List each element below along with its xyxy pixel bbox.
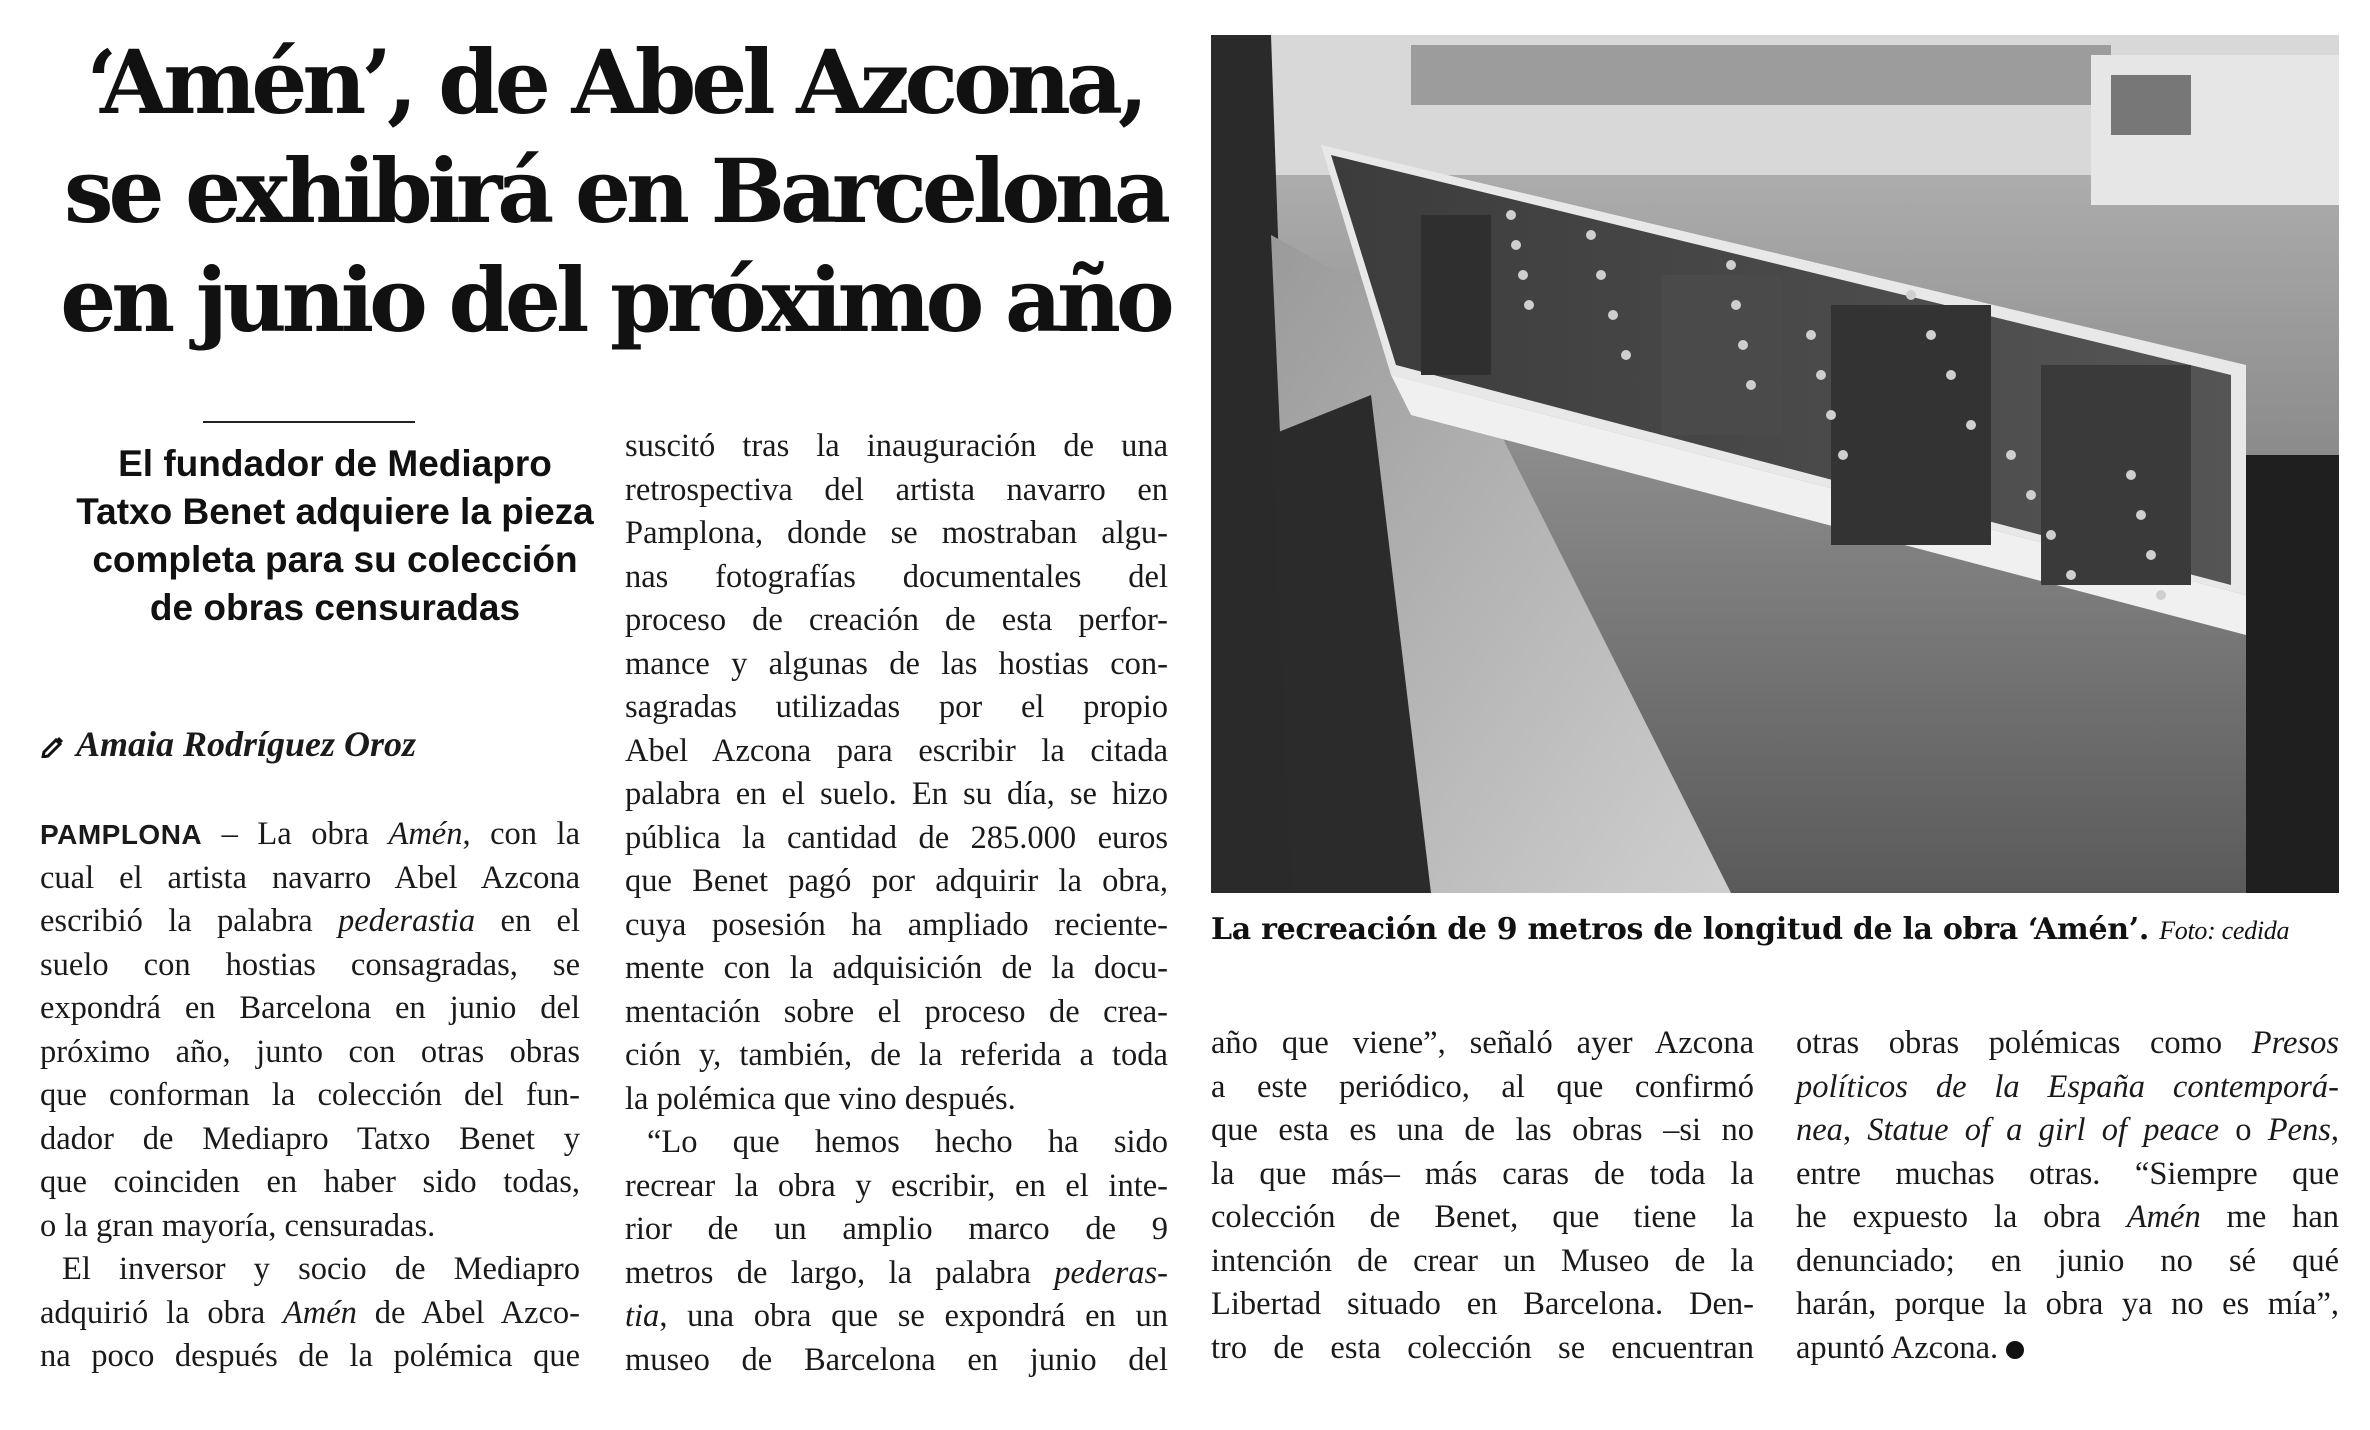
- caption-text: La recreación de 9 metros de longitud de la obra ‘Amén’.: [1211, 912, 2150, 947]
- body-line: harán, porque la obra ya no es mía”,: [1796, 1286, 2339, 1322]
- body-line: intención de crear un Museo de la: [1211, 1242, 1754, 1279]
- body-line: o la gran mayoría, censuradas.: [40, 1207, 436, 1244]
- body-line: Pamplona, donde se mostraban algu-: [625, 515, 1168, 551]
- body-line: suscitó tras la inauguración de una: [625, 428, 1168, 464]
- end-of-article-icon: [2006, 1341, 2024, 1359]
- body-line: he expuesto la obra Amén me han: [1796, 1199, 2339, 1235]
- pen-icon: [40, 724, 70, 768]
- subhead-line-4: de obras censuradas: [149, 587, 521, 628]
- body-line: colección de Benet, que tiene la: [1211, 1199, 1754, 1235]
- body-line: tia, una obra que se expondrá en un: [625, 1298, 1168, 1334]
- body-column-4: [1796, 1022, 2339, 1370]
- body-line: Abel Azcona para escribir la citada: [625, 732, 1168, 769]
- body-column-3: [1211, 1022, 1754, 1370]
- body-line: nea, Statue of a girl of peace o Pens,: [1796, 1112, 2340, 1148]
- subhead-line-3: completa para su colección: [92, 539, 578, 580]
- headline-line-2: se exhibirá en Barcelona: [63, 139, 1167, 243]
- body-line: suelo con hostias consagradas, se: [40, 946, 580, 983]
- body-line: pública la cantidad de 285.000 euros: [625, 819, 1168, 856]
- body-line: metros de largo, la palabra pederas-: [625, 1254, 1168, 1291]
- body-line: a este periódico, al que confirmó: [1211, 1068, 1754, 1105]
- body-line: mentación sobre el proceso de crea-: [625, 993, 1168, 1030]
- body-line: la polémica que vino después.: [625, 1080, 1016, 1117]
- body-column-2: [625, 425, 1168, 1382]
- body-line: recrear la obra y escribir, en el inte-: [625, 1167, 1168, 1204]
- photo-credit: Foto: cedida: [2159, 916, 2290, 945]
- subhead-line-1: El fundador de Mediapro: [118, 443, 552, 484]
- photo-caption: [1211, 908, 2351, 953]
- body-line: cuya posesión ha ampliado reciente-: [625, 906, 1168, 943]
- body-line: ción y, también, de la referida a toda: [625, 1037, 1168, 1073]
- subheadline: [40, 440, 630, 632]
- body-line: cual el artista navarro Abel Azcona: [40, 859, 580, 896]
- headline: [40, 28, 1190, 355]
- body-line: Libertad situado en Barcelona. Den-: [1211, 1286, 1754, 1322]
- body-line: museo de Barcelona en junio del: [625, 1341, 1168, 1378]
- body-line: próximo año, junto con otras obras: [40, 1033, 580, 1070]
- body-column-1: [40, 813, 580, 1379]
- body-line: que Benet pagó por adquirir la obra,: [625, 863, 1168, 899]
- subhead-line-2: Tatxo Benet adquiere la pieza: [76, 491, 594, 532]
- body-line: sagradas utilizadas por el propio: [625, 689, 1168, 725]
- body-line: adquirió la obra Amén de Abel Azco-: [40, 1294, 580, 1331]
- body-line: otras obras polémicas como Presos: [1796, 1025, 2339, 1061]
- subhead-divider: [203, 421, 415, 423]
- byline: [40, 722, 640, 768]
- body-line: políticos de la España contemporá-: [1796, 1068, 2339, 1105]
- body-line: mance y algunas de las hostias con-: [625, 645, 1168, 682]
- body-line: mente con la adquisición de la docu-: [625, 950, 1168, 986]
- body-line: proceso de creación de esta perfor-: [625, 602, 1168, 638]
- body-line: que coinciden en haber sido todas,: [40, 1164, 580, 1200]
- body-line: año que viene”, señaló ayer Azcona: [1211, 1025, 1754, 1061]
- body-line: entre muchas otras. “Siempre que: [1796, 1155, 2339, 1192]
- body-line: expondrá en Barcelona en junio del: [40, 990, 580, 1026]
- body-line: “Lo que hemos hecho ha sido: [647, 1124, 1168, 1160]
- body-line: rior de un amplio marco de 9: [625, 1211, 1168, 1247]
- body-line: dador de Mediapro Tatxo Benet y: [40, 1120, 580, 1157]
- body-line: PAMPLONA – La obra Amén, con la: [40, 816, 580, 852]
- author-name: Amaia Rodríguez Oroz: [76, 724, 417, 764]
- body-line: na poco después de la polémica que: [40, 1338, 580, 1374]
- headline-line-1: ‘Amén’, de Abel Azcona,: [86, 30, 1144, 134]
- body-line: nas fotografías documentales del: [625, 558, 1168, 595]
- body-line: apuntó Azcona.: [1796, 1327, 2339, 1371]
- body-line: palabra en el suelo. En su día, se hizo: [625, 776, 1168, 812]
- body-line: denunciado; en junio no sé qué: [1796, 1242, 2339, 1279]
- body-line: la que más– más caras de toda la: [1211, 1155, 1754, 1192]
- body-line: retrospectiva del artista navarro en: [625, 471, 1168, 508]
- body-line: tro de esta colección se encuentran: [1211, 1329, 1754, 1366]
- body-line: que conforman la colección del fun-: [40, 1077, 580, 1113]
- body-line: que esta es una de las obras –si no: [1211, 1112, 1754, 1148]
- body-line: escribió la palabra pederastia en el: [40, 903, 580, 939]
- body-line: El inversor y socio de Mediapro: [62, 1251, 580, 1287]
- article-photo: [1211, 35, 2339, 893]
- headline-line-3: en junio del próximo año: [60, 248, 1170, 352]
